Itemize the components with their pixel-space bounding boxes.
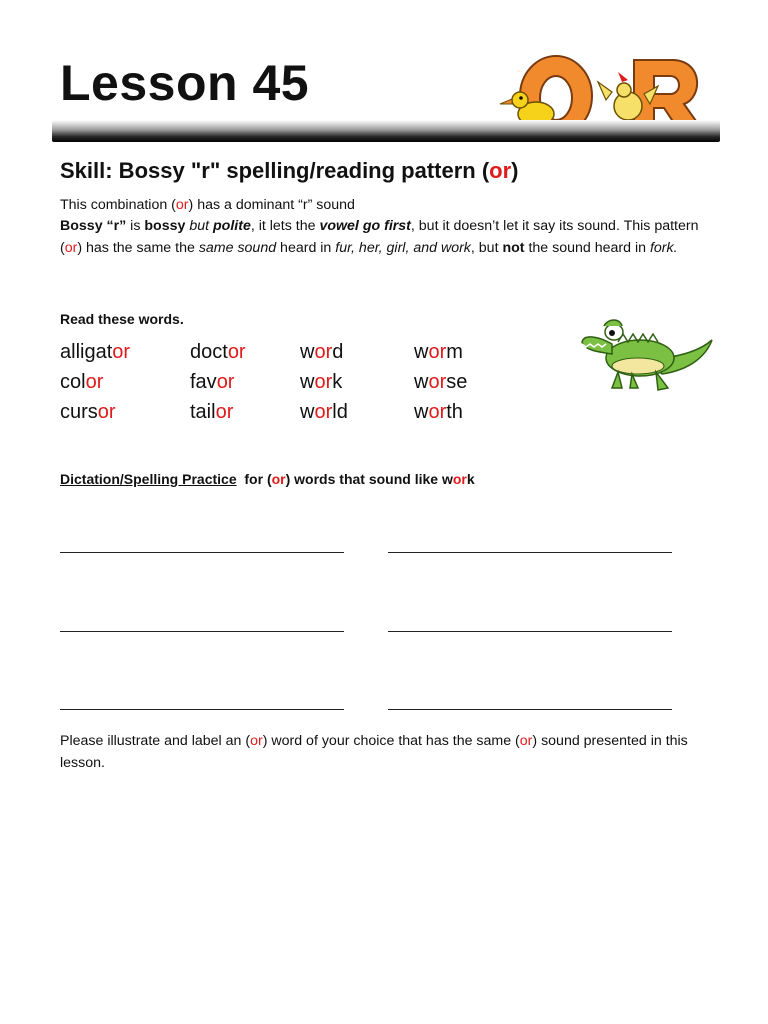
dictation-or: or — [271, 471, 286, 487]
dictation-heading — [60, 471, 475, 487]
dictation-text: for ( — [236, 471, 272, 487]
fork-text: fork. — [649, 239, 678, 256]
closing-or: or — [519, 733, 533, 749]
answer-line-3[interactable] — [60, 631, 344, 632]
same-sound-text: same sound — [198, 239, 277, 256]
closing-text: ) word of your choice that has the same ( — [262, 733, 520, 749]
closing-or: or — [250, 733, 263, 749]
dictation-word-or: or — [452, 471, 467, 487]
closing-text: ) sound presented in this lesson. — [60, 733, 688, 771]
intro-text: the sound heard in — [524, 239, 650, 256]
word-cursor: cursor — [60, 401, 116, 423]
page-title: Lesson 45 — [60, 55, 310, 111]
intro-text: , but — [470, 239, 503, 256]
answer-line-4[interactable] — [388, 631, 672, 632]
skill-heading — [60, 158, 519, 184]
word-doctor: doctor — [190, 341, 246, 363]
intro-paragraph — [60, 216, 700, 259]
word-worse: worse — [414, 371, 468, 393]
vowel-go-first-text: vowel go first — [319, 218, 411, 234]
skill-pattern: or — [489, 158, 512, 183]
intro-text: is — [126, 218, 145, 234]
intro-text: , it lets the — [250, 218, 320, 234]
read-words-heading: Read these words. — [60, 311, 184, 327]
intro-text: This combination ( — [60, 197, 176, 213]
intro-or: or — [64, 239, 78, 256]
intro-text: but — [185, 218, 213, 234]
logo-letter-o: O — [518, 71, 520, 73]
word-tailor: tailor — [190, 401, 234, 423]
answer-line-2[interactable] — [388, 552, 672, 553]
intro-text: ) has a dominant “r” sound — [188, 197, 355, 213]
not-text: not — [502, 239, 525, 256]
word-grid — [60, 337, 524, 427]
word-worm: worm — [414, 341, 463, 363]
dictation-text: k — [466, 471, 475, 487]
intro-or: or — [175, 197, 189, 213]
bossy-r-text: Bossy “r” — [60, 218, 127, 234]
closing-text: Please illustrate and label an ( — [60, 733, 251, 749]
polite-text: polite — [213, 218, 251, 234]
skill-suffix: ) — [511, 158, 519, 183]
answer-line-1[interactable] — [60, 552, 344, 553]
examples-text: fur, her, girl, and work — [335, 239, 471, 256]
skill-prefix: Skill: Bossy "r" spelling/reading pattern ( — [60, 158, 490, 183]
word-favor: favor — [190, 371, 235, 393]
word-world: world — [300, 401, 348, 423]
bossy-text: bossy — [144, 218, 186, 234]
illustrate-instruction — [60, 731, 710, 774]
word-color: color — [60, 371, 104, 393]
intro-line — [60, 195, 710, 217]
answer-line-5[interactable] — [60, 709, 344, 710]
word-alligator: alligator — [60, 341, 131, 363]
answer-line-6[interactable] — [388, 709, 672, 710]
intro-text: ) has the same the — [77, 239, 199, 256]
word-work: work — [300, 371, 343, 393]
intro-text: heard in — [276, 239, 336, 256]
dictation-label: Dictation/Spelling Practice — [60, 471, 237, 487]
header-divider-bar — [52, 120, 720, 142]
word-worth: worth — [414, 401, 463, 423]
alligator-icon — [578, 292, 716, 402]
intro-text: , but it doesn’t let it say its sound. This pattern ( — [60, 218, 699, 256]
dictation-text: ) words that sound like w — [285, 471, 453, 487]
word-word: word — [300, 341, 344, 363]
